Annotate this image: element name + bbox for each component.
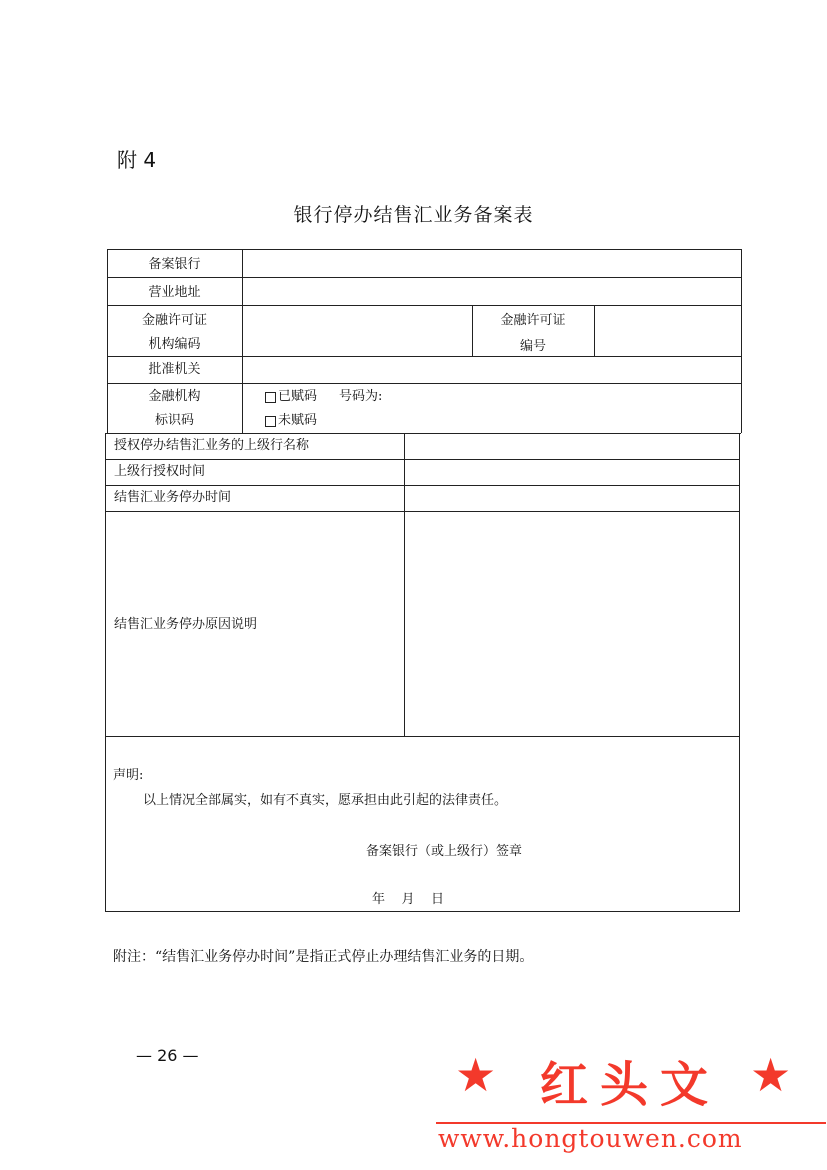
reason-label: 结售汇业务停办原因说明 — [114, 617, 258, 632]
date-label: 年 月 日 — [372, 892, 445, 907]
filing-bank-label: 备案银行 — [148, 257, 201, 272]
approving-authority-label: 批准机关 — [148, 362, 201, 377]
fi-id-code-label-line2: 标识码 — [154, 413, 194, 428]
page-number: — 26 — — [136, 1046, 199, 1065]
assigned-option-label: 已赋码 — [278, 389, 318, 404]
license-org-code-label-line1: 金融许可证 — [141, 313, 207, 328]
footnote: 附注：“结售汇业务停办时间”是指正式停止办理结售汇业务的日期。 — [113, 949, 534, 965]
fi-id-code-label-line1: 金融机构 — [148, 389, 201, 404]
license-number-label-line2: 编号 — [519, 339, 546, 354]
superior-auth-time-label: 上级行授权时间 — [114, 464, 206, 479]
unassigned-checkbox[interactable] — [265, 416, 276, 427]
seal-label: 备案银行（或上级行）签章 — [366, 844, 523, 859]
form-title: 银行停办结售汇业务备案表 — [293, 204, 534, 226]
watermark-star-left-icon: ★ — [455, 1048, 497, 1102]
license-org-code-label-line2: 机构编码 — [148, 337, 201, 352]
watermark-star-right-icon: ★ — [750, 1048, 792, 1102]
assigned-checkbox[interactable] — [265, 392, 276, 403]
superior-bank-name-label: 授权停办结售汇业务的上级行名称 — [114, 438, 310, 453]
code-is-label: 号码为: — [339, 389, 383, 404]
watermark-text: 红头文 — [540, 1057, 721, 1113]
watermark-url: www.hongtouwen.com — [438, 1124, 743, 1153]
suspension-time-label: 结售汇业务停办时间 — [114, 490, 232, 505]
license-number-label-line1: 金融许可证 — [500, 313, 566, 328]
unassigned-option-label: 未赋码 — [278, 413, 318, 428]
declaration-heading: 声明: — [113, 768, 144, 783]
declaration-text: 以上情况全部属实，如有不真实，愿承担由此引起的法律责任。 — [143, 793, 508, 808]
business-address-label: 营业地址 — [148, 285, 201, 300]
attachment-label: 附 4 — [117, 148, 157, 172]
